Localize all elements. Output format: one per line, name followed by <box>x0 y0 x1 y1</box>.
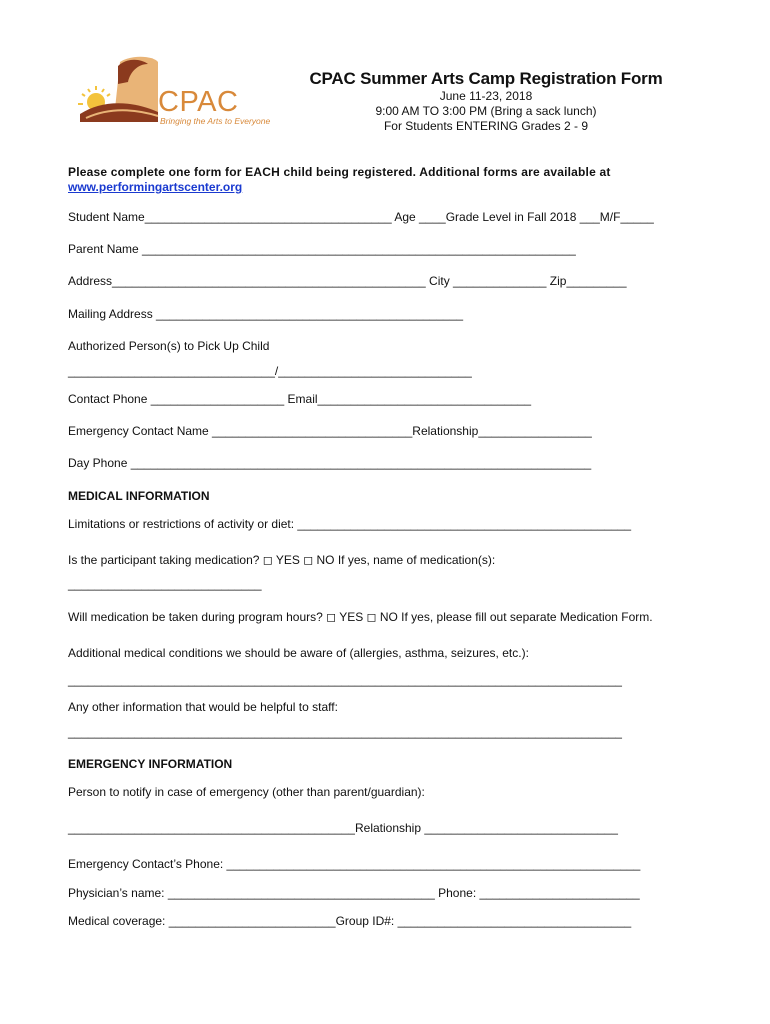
website-link[interactable]: www.performingartscenter.org <box>68 180 243 194</box>
day-phone-field[interactable]: Day Phone _____________________________________________________________________ <box>68 456 592 470</box>
conditions-label: Additional medical conditions we should be aware of (allergies, asthma, seizures, etc.): <box>68 646 529 660</box>
medication-names-field[interactable]: _____________________________ <box>68 577 262 591</box>
address-field[interactable]: Address_______________________________________________ City ______________ Zip_________ <box>68 274 627 288</box>
limitations-field[interactable]: Limitations or restrictions of activity or diet: __________________________________________________ <box>68 517 632 531</box>
notify-relationship-field[interactable]: ___________________________________________Relationship _____________________________ <box>68 821 618 835</box>
medical-heading: MEDICAL INFORMATION <box>68 489 210 503</box>
cpac-logo <box>74 56 271 128</box>
camp-dates: June 11-23, 2018 <box>439 89 533 103</box>
medication-question[interactable]: Is the participant taking medication? ◻ YES ◻ NO If yes, name of medication(s): <box>68 553 496 567</box>
parent-name-field[interactable]: Parent Name _________________________________________________________________ <box>68 242 576 256</box>
form-title: CPAC Summer Arts Camp Registration Form <box>309 69 663 88</box>
authorized-persons-field[interactable]: _______________________________/_____________________________ <box>68 364 472 378</box>
emergency-phone-field[interactable]: Emergency Contact’s Phone: ______________________________________________________________ <box>68 857 641 871</box>
emergency-contact-field[interactable]: Emergency Contact Name ______________________________Relationship_________________ <box>68 424 592 438</box>
intro-text: Please complete one form for EACH child being registered. Additional forms are available at <box>68 165 611 179</box>
student-name-field[interactable]: Student Name_____________________________________ Age ____Grade Level in Fall 2018 ___M/F_____ <box>68 210 654 224</box>
camp-grades: For Students ENTERING Grades 2 - 9 <box>383 119 589 133</box>
logo-tagline: Bringing the Arts to Everyone <box>160 116 271 126</box>
conditions-field[interactable]: ___________________________________________________________________________________ <box>68 673 622 687</box>
authorized-persons-label: Authorized Person(s) to Pick Up Child <box>68 339 270 353</box>
other-info-label: Any other information that would be helpful to staff: <box>68 700 338 714</box>
medical-coverage-field[interactable]: Medical coverage: _________________________Group ID#: ___________________________________ <box>68 914 632 928</box>
mailing-address-field[interactable]: Mailing Address ______________________________________________ <box>68 307 464 321</box>
camp-hours: 9:00 AM TO 3:00 PM (Bring a sack lunch) <box>375 104 597 118</box>
logo-brand-text: CPAC <box>158 86 239 118</box>
notify-person-label: Person to notify in case of emergency (other than parent/guardian): <box>68 785 425 799</box>
emergency-heading: EMERGENCY INFORMATION <box>68 757 233 771</box>
other-info-field[interactable]: ___________________________________________________________________________________ <box>68 725 622 739</box>
program-hours-question[interactable]: Will medication be taken during program hours? ◻ YES ◻ NO If yes, please fill out separate Medication Form. <box>68 610 653 624</box>
form-header <box>292 68 680 134</box>
physician-field[interactable]: Physician’s name: ________________________________________ Phone: ________________________ <box>68 886 640 900</box>
contact-phone-email-field[interactable]: Contact Phone ____________________ Email________________________________ <box>68 392 532 406</box>
